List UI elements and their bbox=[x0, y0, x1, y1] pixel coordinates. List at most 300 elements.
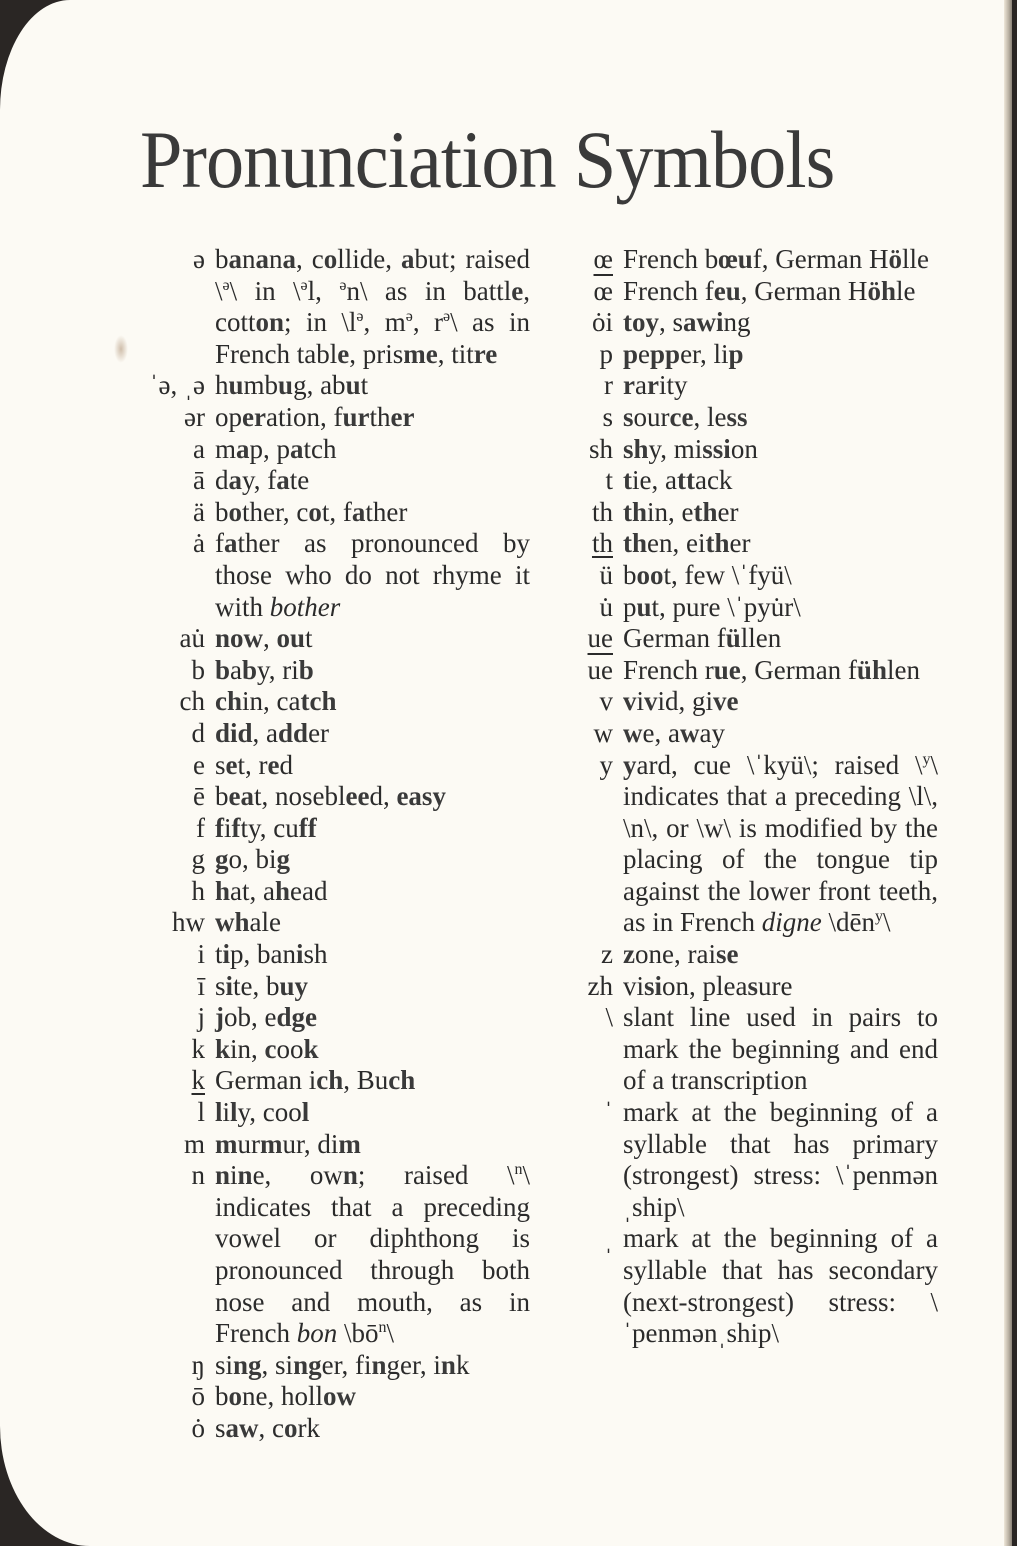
example-highlight: w bbox=[679, 717, 700, 748]
text-segment: si bbox=[215, 1349, 234, 1380]
example-highlight: o bbox=[323, 244, 338, 274]
text-segment: \ bbox=[386, 1318, 395, 1349]
text-segment: in, e bbox=[647, 496, 694, 527]
symbol-glyph: hw bbox=[172, 907, 205, 938]
text-segment: \bō bbox=[337, 1318, 379, 1349]
symbol-description bbox=[215, 1381, 530, 1413]
example-highlight: v bbox=[644, 686, 658, 717]
text-segment: ur, di bbox=[282, 1128, 339, 1159]
example-highlight: f bbox=[215, 812, 224, 843]
symbol-description bbox=[215, 1350, 530, 1382]
text-segment: mark at the beginning of a syllable that has primary (strongest) stress: \ˈpenmənˌship\ bbox=[623, 1097, 938, 1222]
example-highlight: aw bbox=[225, 1412, 259, 1443]
symbol-description bbox=[215, 1129, 530, 1161]
text-segment: e, ow bbox=[252, 1160, 343, 1191]
pronunciation-symbol bbox=[110, 528, 215, 560]
symbol-glyph: ȯi bbox=[591, 307, 613, 338]
symbol-glyph: œ bbox=[593, 244, 613, 274]
text-segment: \dēn bbox=[821, 907, 875, 938]
pronunciation-symbol bbox=[110, 1002, 215, 1034]
superscript: ə bbox=[443, 308, 451, 326]
example-highlight: n bbox=[371, 1349, 387, 1380]
text-segment: t, pure \ˈpyu̇r\ bbox=[651, 591, 801, 622]
text-segment: , bbox=[263, 623, 277, 654]
symbol-glyph: th bbox=[591, 496, 613, 527]
text-segment: b bbox=[623, 559, 637, 590]
example-highlight: y bbox=[623, 749, 637, 780]
example-highlight: e bbox=[337, 338, 350, 369]
symbol-description bbox=[623, 686, 938, 718]
example-highlight: dge bbox=[276, 1002, 317, 1033]
symbol-description bbox=[215, 1002, 530, 1034]
symbol-glyph: b bbox=[191, 654, 205, 685]
text-segment: t bbox=[360, 370, 369, 401]
text-segment: er bbox=[717, 496, 739, 527]
symbol-glyph: k bbox=[191, 1033, 205, 1064]
example-highlight: now bbox=[215, 623, 264, 654]
example-highlight: p bbox=[728, 338, 744, 369]
symbol-glyph: au̇ bbox=[179, 623, 205, 654]
symbol-entry bbox=[110, 402, 530, 434]
symbol-description bbox=[215, 370, 530, 402]
text-segment: n\ as in battl bbox=[346, 275, 512, 306]
example-highlight: j bbox=[215, 1002, 224, 1033]
symbol-entry bbox=[110, 1034, 530, 1066]
symbol-entry bbox=[110, 434, 530, 466]
example-highlight: c bbox=[264, 1033, 277, 1064]
page-title: Pronunciation Symbols bbox=[140, 114, 835, 205]
example-highlight: r bbox=[646, 370, 659, 401]
symbol-description bbox=[215, 1034, 530, 1066]
symbol-glyph: ə bbox=[193, 244, 205, 274]
example-highlight: g bbox=[215, 844, 229, 875]
example-highlight: n bbox=[237, 1160, 253, 1191]
example-highlight: ee bbox=[345, 781, 370, 812]
right-column bbox=[560, 244, 938, 1350]
pronunciation-symbol bbox=[110, 1034, 215, 1066]
text-segment: llen bbox=[740, 623, 782, 654]
symbol-glyph: g bbox=[191, 844, 205, 875]
symbol-glyph: ȧ bbox=[193, 528, 205, 559]
pronunciation-symbol bbox=[560, 1097, 623, 1129]
example-highlight: ce bbox=[669, 401, 694, 432]
pronunciation-symbol bbox=[110, 402, 215, 434]
example-highlight: a bbox=[351, 496, 366, 527]
symbol-entry bbox=[110, 686, 530, 718]
text-segment: at, a bbox=[230, 875, 276, 906]
symbol-description bbox=[215, 907, 530, 939]
symbol-entry bbox=[110, 1160, 530, 1350]
text-segment: p bbox=[623, 591, 637, 622]
example-highlight: a bbox=[401, 244, 415, 274]
symbol-glyph: j bbox=[197, 1002, 205, 1033]
text-segment: ger, i bbox=[386, 1349, 441, 1380]
example-highlight: ch bbox=[215, 686, 242, 717]
text-segment: a bbox=[634, 370, 647, 401]
text-segment: German i bbox=[215, 1065, 317, 1096]
symbol-entry bbox=[110, 623, 530, 655]
pronunciation-symbol bbox=[110, 465, 215, 497]
symbol-description bbox=[623, 718, 938, 750]
text-segment: but; raised \ bbox=[215, 244, 530, 306]
symbol-description bbox=[215, 1413, 530, 1445]
symbol-glyph: h bbox=[191, 875, 205, 906]
pronunciation-symbol bbox=[560, 276, 623, 308]
symbol-description bbox=[623, 1223, 938, 1349]
pronunciation-symbol bbox=[110, 718, 215, 750]
symbol-glyph: v bbox=[599, 686, 613, 717]
symbol-description bbox=[623, 276, 938, 308]
symbol-description bbox=[215, 1160, 530, 1350]
example-highlight: re bbox=[473, 338, 498, 369]
text-segment: ty, cu bbox=[240, 812, 299, 843]
pronunciation-symbol bbox=[110, 370, 215, 402]
symbol-entry bbox=[560, 718, 938, 750]
symbol-glyph: f bbox=[196, 812, 205, 843]
symbol-entry bbox=[110, 370, 530, 402]
symbol-entry bbox=[560, 623, 938, 655]
symbol-glyph: th bbox=[591, 528, 613, 559]
symbol-entry bbox=[110, 813, 530, 845]
pronunciation-symbol bbox=[560, 750, 623, 782]
example-highlight: a bbox=[228, 465, 242, 496]
symbol-entry bbox=[110, 497, 530, 529]
example-highlight: i bbox=[296, 939, 304, 970]
text-segment: i bbox=[230, 1160, 238, 1191]
example-highlight: b bbox=[215, 654, 231, 685]
symbol-entry bbox=[110, 971, 530, 1003]
symbol-description bbox=[215, 686, 530, 718]
text-segment: lle bbox=[901, 244, 929, 274]
superscript: ə bbox=[222, 276, 230, 294]
symbol-glyph: ˈ bbox=[604, 1097, 613, 1128]
example-highlight: er bbox=[242, 401, 266, 432]
example-highlight: dd bbox=[278, 717, 309, 748]
example-highlight: o bbox=[228, 496, 242, 527]
text-segment: \ bbox=[882, 907, 891, 938]
text-segment: s bbox=[215, 749, 226, 780]
text-segment: ng bbox=[723, 307, 751, 338]
example-highlight: me bbox=[403, 338, 438, 369]
pronunciation-symbol bbox=[560, 497, 623, 529]
superscript: n bbox=[378, 1319, 387, 1337]
symbol-entry bbox=[560, 244, 938, 276]
pronunciation-symbol bbox=[560, 971, 623, 1003]
symbol-glyph: w bbox=[593, 717, 613, 748]
symbol-entry bbox=[110, 465, 530, 497]
text-segment: ie, a bbox=[632, 465, 677, 496]
symbol-description bbox=[623, 971, 938, 1003]
text-segment: , a bbox=[252, 717, 279, 748]
symbol-description bbox=[215, 876, 530, 908]
pronunciation-symbol bbox=[560, 939, 623, 971]
symbol-entry bbox=[560, 497, 938, 529]
example-highlight: f bbox=[231, 812, 241, 843]
symbol-entry bbox=[110, 876, 530, 908]
symbol-glyph: \ bbox=[605, 1002, 613, 1033]
symbol-description bbox=[215, 1097, 530, 1129]
symbol-description bbox=[215, 939, 530, 971]
text-segment: b bbox=[215, 496, 229, 527]
symbol-entry bbox=[560, 528, 938, 560]
symbol-description bbox=[215, 497, 530, 529]
text-segment: tch bbox=[303, 433, 337, 464]
pronunciation-symbol bbox=[560, 339, 623, 371]
text-segment: en, ei bbox=[647, 528, 706, 559]
example-highlight: s bbox=[623, 401, 634, 432]
text-segment: ne, holl bbox=[242, 1381, 323, 1412]
symbol-glyph: k bbox=[191, 1065, 205, 1096]
symbol-description bbox=[215, 781, 530, 813]
text-segment: , German f bbox=[740, 654, 857, 685]
example-highlight: üh bbox=[856, 654, 887, 685]
text-segment: len bbox=[886, 654, 920, 685]
text-segment: d bbox=[215, 465, 229, 496]
text-segment: er bbox=[729, 528, 751, 559]
symbol-entry bbox=[560, 686, 938, 718]
pronunciation-symbol bbox=[110, 1160, 215, 1192]
text-segment: op bbox=[215, 401, 242, 432]
symbol-description bbox=[623, 370, 938, 402]
example-highlight: e bbox=[511, 275, 524, 306]
text-segment: \ in \ bbox=[229, 275, 301, 306]
symbol-entry bbox=[560, 655, 938, 687]
example-highlight: a bbox=[282, 244, 296, 274]
text-segment: ure bbox=[758, 970, 793, 1001]
example-highlight: did bbox=[215, 717, 253, 748]
symbol-glyph: y bbox=[599, 749, 613, 780]
symbol-entry bbox=[110, 939, 530, 971]
text-segment: , si bbox=[261, 1349, 294, 1380]
example-highlight: a bbox=[290, 433, 304, 464]
example-highlight: oo bbox=[636, 559, 664, 590]
italic-word: bon bbox=[296, 1318, 338, 1349]
symbol-glyph: r bbox=[604, 370, 613, 401]
text-segment: slant line used in pairs to mark the beginning and end of a transcription bbox=[623, 1002, 938, 1096]
text-segment: t, r bbox=[237, 749, 268, 780]
symbol-description bbox=[215, 655, 530, 687]
text-segment: f, German H bbox=[752, 244, 889, 274]
example-highlight: ou bbox=[276, 623, 306, 654]
pronunciation-symbol bbox=[560, 307, 623, 339]
superscript: ə bbox=[405, 308, 413, 326]
symbol-entry bbox=[110, 907, 530, 939]
italic-word: bother bbox=[269, 591, 341, 622]
text-segment: i bbox=[224, 812, 232, 843]
symbol-glyph: ē bbox=[193, 781, 205, 812]
text-segment: t bbox=[215, 939, 223, 970]
example-highlight: i bbox=[225, 970, 234, 1001]
symbol-entry bbox=[560, 434, 938, 466]
text-segment: te, b bbox=[233, 970, 280, 1001]
example-highlight: o bbox=[284, 1412, 298, 1443]
example-highlight: easy bbox=[396, 781, 446, 812]
text-segment: y, mi bbox=[648, 433, 703, 464]
pronunciation-symbol bbox=[110, 244, 215, 276]
text-segment: , r bbox=[412, 307, 444, 338]
example-highlight: ü bbox=[725, 623, 741, 654]
text-segment: vi bbox=[623, 970, 645, 1001]
symbol-glyph: ȯ bbox=[191, 1412, 205, 1443]
text-segment: i bbox=[222, 1097, 231, 1128]
pronunciation-symbol bbox=[110, 1413, 215, 1445]
example-highlight: wh bbox=[215, 907, 250, 938]
text-segment: ob, e bbox=[224, 1002, 277, 1033]
pronunciation-symbol bbox=[560, 560, 623, 592]
symbol-glyph: l bbox=[197, 1097, 205, 1128]
example-highlight: th bbox=[623, 528, 648, 559]
pronunciation-symbol bbox=[110, 623, 215, 655]
example-highlight: on bbox=[255, 307, 285, 338]
pronunciation-symbol bbox=[560, 1002, 623, 1034]
example-highlight: sh bbox=[623, 433, 649, 464]
text-segment: French b bbox=[623, 244, 719, 274]
italic-word: digne bbox=[761, 907, 822, 938]
text-segment: d bbox=[279, 749, 293, 780]
symbol-entry bbox=[110, 1129, 530, 1161]
symbol-glyph: ue bbox=[587, 623, 613, 654]
text-segment: ead bbox=[290, 875, 328, 906]
pronunciation-symbol bbox=[110, 781, 215, 813]
symbol-glyph: ā bbox=[193, 465, 205, 496]
text-segment: \ indicates that a preceding \l\, \n\, or \w\ is modified by the placing of the tongue tip against the lower front teeth, as in French bbox=[623, 749, 938, 938]
symbol-description bbox=[623, 592, 938, 624]
text-segment: , cott bbox=[215, 275, 530, 338]
example-highlight: a bbox=[236, 433, 250, 464]
example-highlight: g bbox=[276, 844, 291, 875]
symbol-description bbox=[623, 434, 938, 466]
symbol-glyph: m bbox=[183, 1128, 205, 1159]
symbol-entry bbox=[110, 844, 530, 876]
symbol-description bbox=[623, 497, 938, 529]
symbol-description bbox=[215, 434, 530, 466]
superscript: y bbox=[874, 908, 883, 926]
symbol-glyph: zh bbox=[587, 970, 613, 1001]
symbol-glyph: n bbox=[191, 1160, 205, 1191]
symbol-glyph: p bbox=[599, 338, 613, 369]
text-segment: , pris bbox=[349, 338, 404, 369]
pronunciation-symbol bbox=[110, 497, 215, 529]
symbol-description bbox=[623, 623, 938, 655]
example-highlight: n bbox=[342, 1160, 358, 1191]
superscript: y bbox=[922, 750, 931, 768]
text-segment: ale bbox=[249, 907, 281, 938]
pronunciation-symbol bbox=[110, 750, 215, 782]
symbol-glyph: ü bbox=[599, 559, 613, 590]
pronunciation-symbol bbox=[110, 939, 215, 971]
pronunciation-symbol bbox=[560, 370, 623, 402]
example-highlight: ff bbox=[298, 812, 317, 843]
text-segment: b bbox=[215, 244, 229, 274]
pronunciation-symbol bbox=[560, 718, 623, 750]
pronunciation-symbol bbox=[110, 971, 215, 1003]
example-highlight: l bbox=[230, 1097, 238, 1128]
symbol-description bbox=[215, 244, 530, 370]
text-segment: er bbox=[308, 717, 330, 748]
text-segment: d, bbox=[369, 781, 397, 812]
symbol-entry bbox=[560, 465, 938, 497]
pronunciation-symbol bbox=[110, 876, 215, 908]
symbol-entry bbox=[110, 1413, 530, 1445]
text-segment: ; in \l bbox=[284, 307, 357, 338]
symbol-description bbox=[215, 465, 530, 497]
text-segment: ur bbox=[237, 1128, 260, 1159]
example-highlight: n bbox=[440, 1349, 456, 1380]
superscript: ə bbox=[339, 276, 347, 294]
example-highlight: z bbox=[623, 939, 635, 970]
text-segment: t, nosebl bbox=[253, 781, 346, 812]
symbol-entry bbox=[560, 750, 938, 940]
example-highlight: s bbox=[747, 970, 759, 1001]
text-segment: , Bu bbox=[343, 1065, 389, 1096]
symbol-entry bbox=[560, 1002, 938, 1097]
text-segment: t bbox=[305, 623, 313, 654]
example-highlight: a bbox=[276, 465, 290, 496]
symbol-glyph: ō bbox=[191, 1381, 205, 1412]
symbol-description bbox=[215, 718, 530, 750]
example-highlight: l bbox=[301, 1097, 310, 1128]
pronunciation-symbol bbox=[110, 1097, 215, 1129]
text-segment: e, a bbox=[642, 717, 680, 748]
text-segment: s bbox=[215, 970, 226, 1001]
symbol-entry bbox=[560, 971, 938, 1003]
pronunciation-symbol bbox=[110, 434, 215, 466]
example-highlight: ow bbox=[323, 1381, 356, 1412]
symbol-glyph: ŋ bbox=[191, 1349, 205, 1380]
text-segment: , c bbox=[296, 244, 324, 274]
symbol-entry bbox=[110, 750, 530, 782]
pronunciation-symbol bbox=[560, 655, 623, 687]
text-segment: ity bbox=[658, 370, 688, 401]
text-segment: , m bbox=[363, 307, 406, 338]
example-highlight: pp bbox=[650, 338, 681, 369]
symbol-description bbox=[623, 1002, 938, 1097]
symbol-description bbox=[215, 623, 530, 655]
example-highlight: ve bbox=[713, 686, 739, 717]
example-highlight: u bbox=[228, 370, 244, 401]
example-highlight: a bbox=[255, 244, 269, 274]
example-highlight: ö bbox=[888, 244, 902, 274]
symbol-description bbox=[623, 750, 938, 940]
symbol-entry bbox=[560, 339, 938, 371]
text-segment: k bbox=[455, 1349, 470, 1380]
example-highlight: u bbox=[636, 591, 652, 622]
example-highlight: h bbox=[215, 875, 231, 906]
symbol-entry bbox=[110, 781, 530, 813]
pronunciation-symbol bbox=[560, 465, 623, 497]
example-highlight: b bbox=[298, 654, 314, 685]
pronunciation-symbol bbox=[110, 844, 215, 876]
symbol-entry bbox=[560, 307, 938, 339]
symbol-description bbox=[215, 750, 530, 782]
symbol-glyph: ˈə, ˌə bbox=[149, 370, 205, 401]
text-segment: in, ca bbox=[242, 686, 301, 717]
example-highlight: t bbox=[623, 465, 632, 496]
text-segment: s bbox=[215, 1412, 226, 1443]
text-segment: French r bbox=[623, 654, 714, 685]
example-highlight: m bbox=[215, 1128, 238, 1159]
text-segment: h bbox=[215, 370, 229, 401]
symbol-glyph: ˌ bbox=[604, 1223, 613, 1254]
symbol-glyph: ər bbox=[184, 401, 205, 432]
symbol-entry bbox=[110, 718, 530, 750]
example-highlight: w bbox=[623, 717, 643, 748]
symbol-entry bbox=[110, 1381, 530, 1413]
symbol-entry bbox=[110, 1065, 530, 1097]
symbol-glyph: z bbox=[601, 939, 613, 970]
example-highlight: eu bbox=[713, 275, 741, 306]
example-highlight: o bbox=[228, 1381, 242, 1412]
